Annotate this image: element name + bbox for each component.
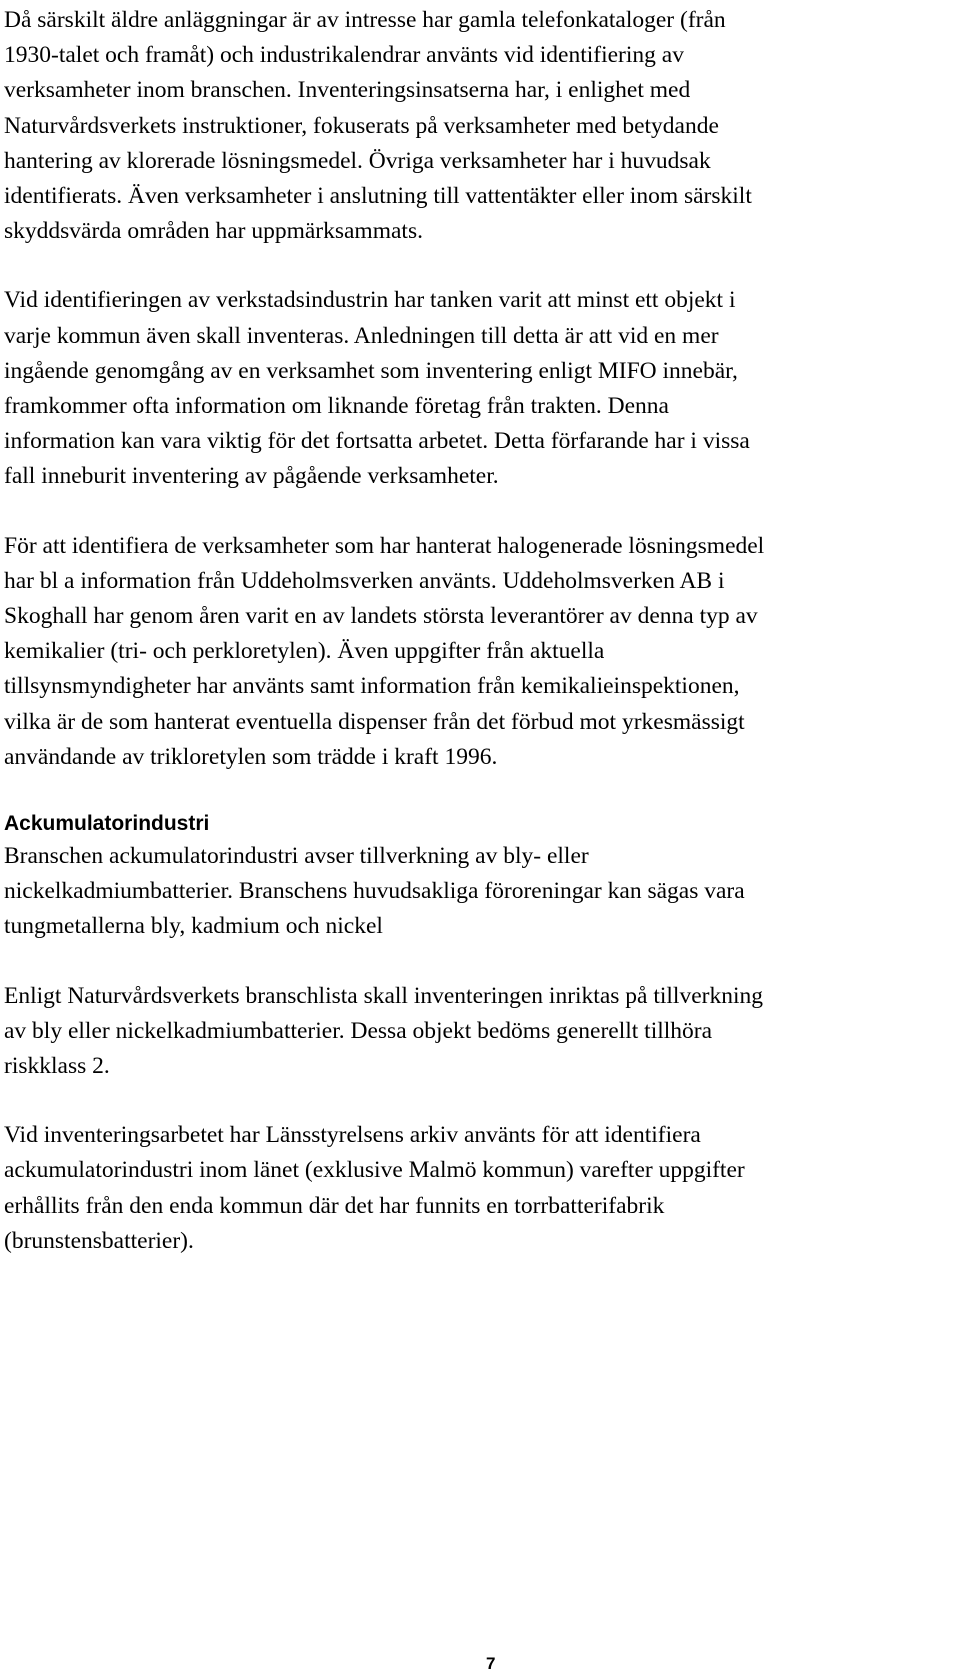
page-number: 7 xyxy=(486,1654,496,1673)
text-line: Enligt Naturvårdsverkets branschlista skall inventeringen inriktas på tillverkning xyxy=(4,982,763,1009)
text-line: ackumulatorindustri inom länet (exklusive Malmö kommun) varefter uppgifter xyxy=(4,1157,745,1184)
text-line: nickelkadmiumbatterier. Branschens huvudsakliga föroreningar kan sägas vara xyxy=(4,878,745,905)
text-line: erhållits från den enda kommun där det har funnits en torrbatterifabrik xyxy=(4,1192,665,1219)
text-line: 1930-talet och framåt) och industrikalendrar använts vid identifiering av xyxy=(4,42,684,69)
paragraph-spacer xyxy=(4,249,944,283)
text-line: tungmetallerna bly, kadmium och nickel xyxy=(4,913,383,940)
text-line: information kan vara viktig för det fortsatta arbetet. Detta förfarande har i vissa xyxy=(4,428,750,455)
text-line: hantering av klorerade lösningsmedel. Övriga verksamheter har i huvudsak xyxy=(4,147,711,174)
paragraph-ackumulator-definition xyxy=(4,839,944,945)
text-line: tillsynsmyndigheter har använts samt information från kemikalieinspektionen, xyxy=(4,673,740,700)
text-line: användande av trikloretylen som trädde i kraft 1996. xyxy=(4,743,498,770)
text-line: Då särskilt äldre anläggningar är av intresse har gamla telefonkataloger (från xyxy=(4,7,726,33)
text-line: har bl a information från Uddeholmsverken använts. Uddeholmsverken AB i xyxy=(4,567,725,594)
paragraph-spacer xyxy=(4,495,944,529)
text-line: framkommer ofta information om liknande företag från trakten. Denna xyxy=(4,393,669,420)
document-body xyxy=(4,3,944,1259)
text-line: varje kommun även skall inventeras. Anledningen till detta är att vid en mer xyxy=(4,322,719,349)
paragraph-spacer xyxy=(4,945,944,979)
text-line: verksamheter inom branschen. Inventeringsinsatserna har, i enlighet med xyxy=(4,77,691,104)
paragraph-identification-sources xyxy=(4,3,944,249)
text-line: kemikalier (tri- och perkloretylen). Även uppgifter från aktuella xyxy=(4,638,605,665)
text-line: identifierats. Även verksamheter i anslutning till vattentäkter eller inom särskilt xyxy=(4,183,752,210)
paragraph-spacer xyxy=(4,775,944,809)
text-line: Vid identifieringen av verkstadsindustrin har tanken varit att minst ett objekt i xyxy=(4,287,736,314)
text-line: riskklass 2. xyxy=(4,1053,110,1080)
paragraph-halogenerade-losningsmedel xyxy=(4,529,944,775)
text-line: skyddsvärda områden har uppmärksammats. xyxy=(4,218,423,245)
text-line: Skoghall har genom åren varit en av landets största leverantörer av denna typ av xyxy=(4,603,758,630)
text-line: (brunstensbatterier). xyxy=(4,1227,194,1254)
text-line: För att identifiera de verksamheter som har hanterat halogenerade lösningsmedel xyxy=(4,532,765,559)
text-line: Naturvårdsverkets instruktioner, fokuserats på verksamheter med betydande xyxy=(4,112,719,139)
text-line: fall inneburit inventering av pågående verksamheter. xyxy=(4,463,499,490)
text-line: ingående genomgång av en verksamhet som inventering enligt MIFO innebär, xyxy=(4,357,738,384)
text-line: Vid inventeringsarbetet har Länsstyrelsens arkiv använts för att identifiera xyxy=(4,1122,701,1149)
paragraph-verkstadsindustri xyxy=(4,283,944,494)
text-line: vilka är de som hanterat eventuella dispenser från det förbud mot yrkesmässigt xyxy=(4,708,745,735)
paragraph-branschlista xyxy=(4,979,944,1085)
paragraph-spacer xyxy=(4,1084,944,1118)
text-line: Branschen ackumulatorindustri avser tillverkning av bly- eller xyxy=(4,843,589,870)
paragraph-inventeringsarbete xyxy=(4,1118,944,1259)
text-line: av bly eller nickelkadmiumbatterier. Dessa objekt bedöms generellt tillhöra xyxy=(4,1017,713,1044)
section-heading: Ackumulatorindustri xyxy=(4,812,210,836)
